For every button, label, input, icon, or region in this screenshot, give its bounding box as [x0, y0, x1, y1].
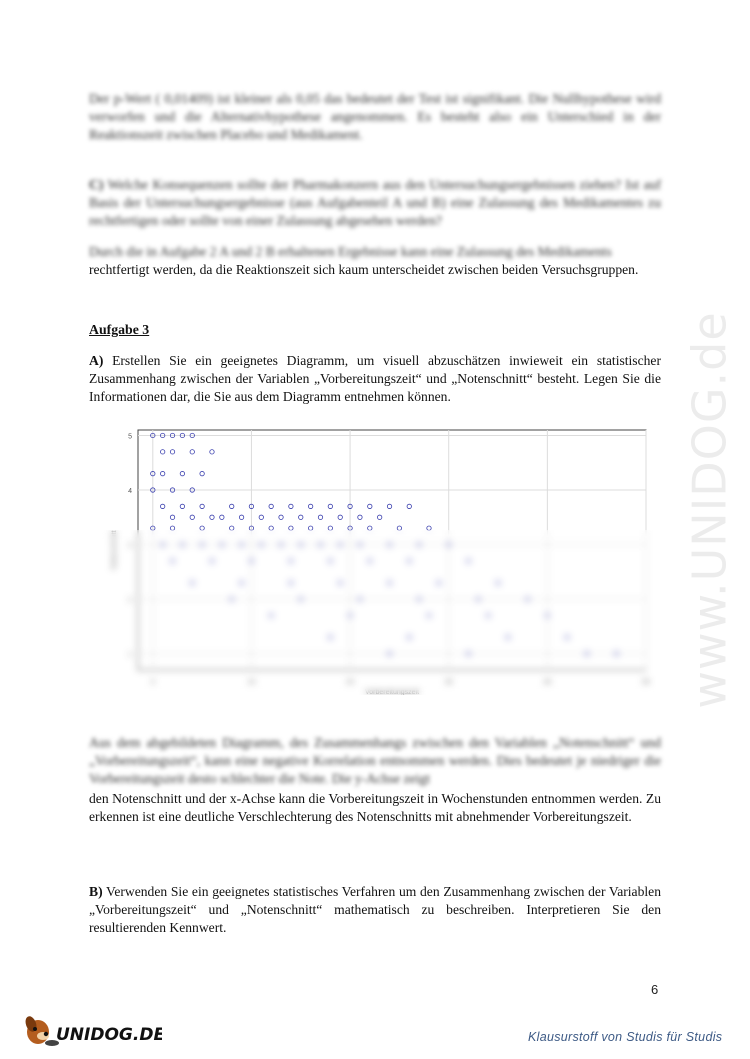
answer-c-visible-text: rechtfertigt werden, da die Reaktionszeit sich kaum unterscheidet zwischen beiden Versuchsgruppen.: [89, 262, 639, 277]
task-3a-answer-blurred: Aus dem abgebildeten Diagramm, des Zusammenhangs zwischen den Variablen „Notenschnitt“ und „Vorbereitungszeit“, kann eine negative Korrelation entnommen werden. Dies bedeutet je niedriger die Vorbereitungszeit desto schlechter die Note. Die y-Achse zeigt: [89, 735, 661, 786]
y-tick-label: 1: [128, 651, 132, 659]
task-3a-label: A): [89, 353, 104, 368]
x-tick-label: 0: [150, 679, 155, 686]
footer-tagline: Klausurstoff von Studis für Studis: [528, 1030, 723, 1044]
y-tick-label: 4: [128, 488, 132, 495]
task-3b-text: Verwenden Sie ein geeignetes statistisches Verfahren um den Zusammenhang zwischen der Variablen „Vorbereitungszeit“ und „Notenschnitt“ mathematisch zu beschreiben. Interpretieren Sie den resultierenden Kennwert.: [89, 884, 661, 935]
watermark: www.UNIDOG.de: [683, 311, 737, 709]
x-axis-label: Vorbereitungszeit: [364, 689, 420, 695]
task-3a-text: Erstellen Sie ein geeignetes Diagramm, um visuell abzuschätzen inwieweit ein statistischer Zusammenhang zwischen der Variablen „Vorbereitungszeit“ und „Notenschnitt“ besteht. Legen Sie die Informationen dar, die Sie aus dem Diagramm entnehmen können.: [89, 353, 661, 404]
x-tick-label: 40: [543, 679, 552, 686]
y-axis-label: Notenschnitt: [111, 530, 118, 570]
task-3b-question: [89, 883, 661, 937]
dog-logo-icon: [22, 1012, 162, 1048]
svg-text:UNIDOG.DE: UNIDOG.DE: [56, 1025, 162, 1045]
page-number: 6: [651, 982, 659, 997]
y-tick-label: 5: [128, 433, 132, 441]
question-c-paragraph: [89, 176, 661, 230]
question-c-label: C): [89, 177, 104, 192]
question-c-text: Welche Konsequenzen sollte der Pharmakonzern aus den Untersuchungsergebnissen ziehen? Ist auf Basis der Untersuchungsergebnisse (aus Aufgabenteil A und B) eine Zulassung des Medikamentes zu rechtfertigen oder sollte von einer Zulassung abgesehen werden?: [89, 177, 661, 228]
x-tick-label: 30: [444, 679, 453, 686]
task-3a-answer-visible: den Notenschnitt und der x-Achse kann die Vorbereitungszeit in Wochenstunden entnommen werden. Zu erkennen ist eine deutliche Verschlechterung des Notenschnitts mit abnehmender Vorbereitungszeit.: [89, 791, 661, 824]
x-tick-label: 10: [247, 679, 256, 686]
answer-paragraph-p-value: Der p-Wert ( 0,01409) ist kleiner als 0,05 das bedeutet der Test ist signifikant. Die Nullhypothese wird verworfen und die Alternativhypothese angenommen. Es besteht also ein Unterschied in der Reaktionszeit zwischen Placebo und Medikament.: [89, 91, 661, 142]
y-tick-label: 2: [128, 597, 132, 605]
chart-blur-overlay: [96, 530, 656, 695]
x-tick-label: 20: [346, 679, 354, 686]
task-3-heading: Aufgabe 3: [89, 322, 150, 337]
x-tick-label: 50: [642, 679, 650, 686]
task-3b-label: B): [89, 884, 103, 899]
unidog-logo: [22, 1012, 162, 1048]
y-tick-label: 3: [128, 542, 132, 550]
answer-c-blurred-line: Durch die in Aufgabe 2 A und 2 B erhaltenen Ergebnisse kann eine Zulassung des Medikaments: [89, 244, 612, 259]
task-3a-question: [89, 352, 661, 406]
